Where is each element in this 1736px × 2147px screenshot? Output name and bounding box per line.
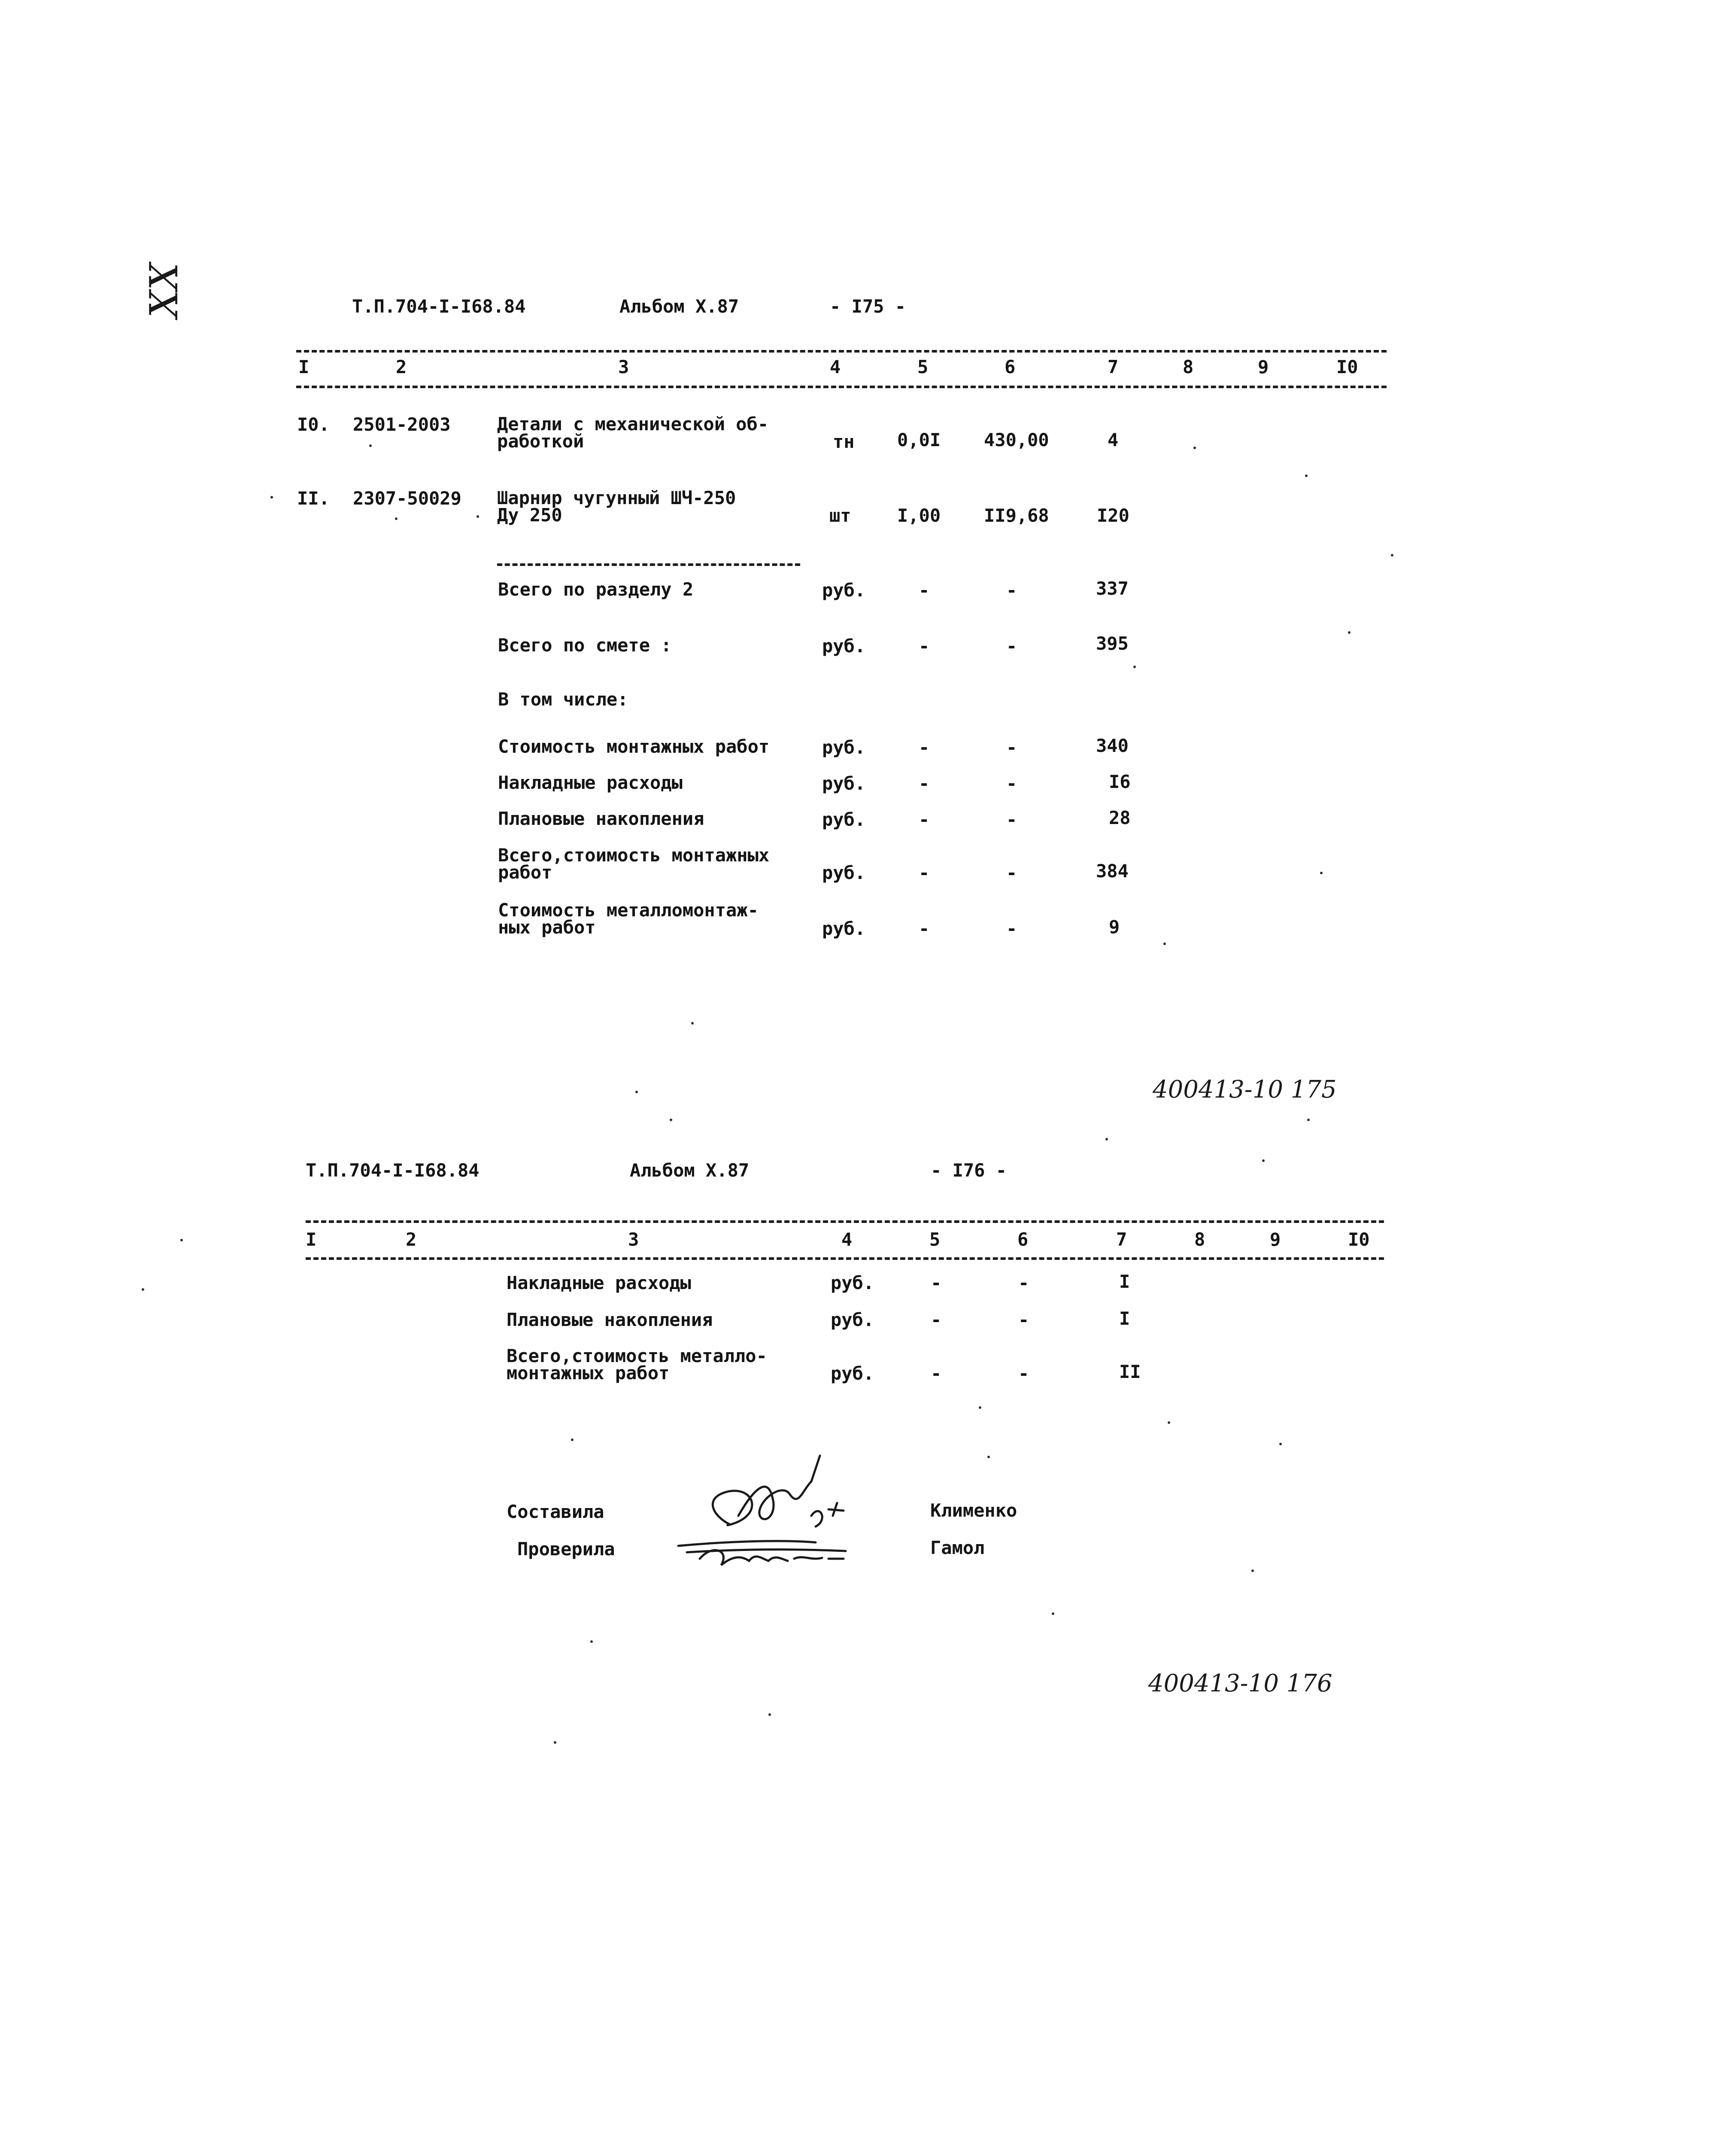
summary-total: II	[1119, 1361, 1141, 1382]
scan-speck	[1348, 631, 1351, 634]
scan-speck	[1279, 1443, 1282, 1445]
scan-speck	[1052, 1612, 1054, 1615]
summary-label: Плановые накопления	[507, 1309, 713, 1330]
table-header-bottom-rule	[296, 386, 1387, 388]
scan-speck	[554, 1741, 556, 1744]
row-quantity: 0,0I	[897, 429, 941, 450]
summary-unit: руб.	[831, 1272, 874, 1293]
scan-speck	[1133, 666, 1136, 668]
scan-speck	[1168, 1421, 1170, 1424]
album-label: Альбом X.87	[619, 296, 739, 317]
summary-unit: руб.	[822, 809, 866, 830]
scan-speck	[1193, 447, 1196, 449]
column-header: 2	[406, 1229, 417, 1250]
table-header-top-rule	[296, 350, 1387, 353]
scan-speck	[691, 1022, 694, 1025]
column-header: 8	[1183, 356, 1194, 377]
checked-by-label: Проверила	[517, 1539, 615, 1560]
summary-label: Плановые накопления	[498, 808, 704, 829]
column-header: 9	[1270, 1229, 1281, 1250]
row-number: I0.	[297, 414, 330, 435]
scan-speck	[1391, 554, 1393, 557]
doc-number: Т.П.704-I-I68.84	[352, 296, 526, 317]
subsection-heading: В том числе:	[498, 689, 628, 710]
page-number: - I75 -	[830, 296, 906, 317]
row-code: 2501-2003	[353, 414, 451, 435]
scan-speck	[142, 1288, 144, 1291]
handwritten-signature	[674, 1451, 863, 1584]
scan-speck	[979, 1406, 981, 1409]
summary-total: I6	[1109, 771, 1131, 792]
summary-total: I	[1119, 1271, 1130, 1292]
row-unit-price: 430,00	[984, 429, 1049, 450]
column-header: 4	[830, 356, 841, 377]
column-header: 7	[1108, 356, 1119, 377]
summary-unit: руб.	[822, 737, 866, 758]
column-header: 3	[628, 1229, 639, 1250]
row-number: II.	[297, 488, 330, 509]
scan-speck	[270, 496, 273, 499]
row-description: Детали с механической об- работкой	[497, 414, 769, 452]
summary-total: 395	[1096, 633, 1129, 654]
summary-unit: руб.	[822, 862, 866, 883]
summary-col6: -	[1018, 1363, 1029, 1384]
row-unit: тн	[833, 431, 855, 452]
summary-unit: руб.	[831, 1309, 874, 1330]
summary-col5: -	[931, 1363, 942, 1384]
column-header: 5	[917, 356, 929, 377]
summary-total: 28	[1109, 807, 1131, 828]
summary-col5: -	[919, 809, 930, 830]
summary-label: Стоимость монтажных работ	[498, 736, 770, 757]
compiled-by-name: Клименко	[930, 1500, 1017, 1521]
scan-speck	[369, 444, 372, 447]
row-unit-price: II9,68	[984, 505, 1049, 526]
row-total: I20	[1097, 505, 1129, 526]
column-header: 6	[1005, 356, 1016, 377]
summary-unit: руб.	[831, 1363, 874, 1384]
summary-unit: руб.	[822, 918, 866, 939]
summary-unit: руб.	[822, 773, 866, 794]
summary-col5: -	[919, 773, 930, 794]
table-header-top-rule	[306, 1220, 1384, 1223]
summary-col6: -	[1018, 1309, 1029, 1330]
archive-stamp: 400413-10 175	[1153, 1076, 1337, 1104]
summary-label: Стоимость металломонтаж- ных работ	[498, 900, 759, 938]
summary-total: 337	[1096, 578, 1129, 599]
summary-col5: -	[931, 1309, 942, 1330]
column-header: I	[306, 1229, 317, 1250]
summary-total: 9	[1109, 916, 1120, 937]
summary-col6: -	[1006, 862, 1017, 883]
scan-speck	[395, 517, 398, 520]
margin-handwritten-mark: ХХ	[142, 262, 187, 318]
summary-label: Всего,стоимость металло- монтажных работ	[507, 1345, 767, 1384]
summary-label: Накладные расходы	[507, 1272, 691, 1293]
scan-speck	[1305, 474, 1308, 477]
album-label: Альбом X.87	[630, 1160, 750, 1181]
scan-speck	[590, 1640, 593, 1643]
summary-col6: -	[1006, 918, 1017, 939]
scan-speck	[476, 515, 479, 518]
scan-speck	[768, 1713, 771, 1716]
summary-total: 340	[1096, 735, 1129, 756]
scan-speck	[1307, 1119, 1310, 1121]
subtotal-rule	[497, 563, 800, 566]
scan-speck	[1251, 1569, 1254, 1572]
summary-label: Накладные расходы	[498, 772, 683, 793]
scan-speck	[1320, 872, 1323, 874]
column-header: 4	[841, 1229, 853, 1250]
checked-by-name: Гамол	[930, 1537, 985, 1558]
summary-label: Всего,стоимость монтажных работ	[498, 845, 770, 883]
summary-col6: -	[1006, 737, 1017, 758]
summary-col5: -	[919, 580, 930, 601]
row-unit: шт	[829, 505, 851, 526]
summary-col6: -	[1006, 580, 1017, 601]
summary-col5: -	[931, 1272, 942, 1293]
summary-col6: -	[1018, 1272, 1029, 1293]
scan-speck	[670, 1119, 672, 1121]
summary-col6: -	[1006, 809, 1017, 830]
scan-speck	[635, 1091, 638, 1093]
archive-stamp: 400413-10 176	[1148, 1670, 1332, 1697]
summary-label: Всего по разделу 2	[498, 579, 694, 600]
summary-label: Всего по смете :	[498, 635, 672, 656]
table-header-bottom-rule	[306, 1257, 1384, 1260]
summary-col6: -	[1006, 636, 1017, 657]
row-total: 4	[1108, 429, 1119, 450]
row-quantity: I,00	[897, 505, 941, 526]
summary-unit: руб.	[822, 636, 866, 657]
row-description: Шарнир чугунный ШЧ-250 Ду 250	[497, 487, 736, 526]
scan-speck	[1105, 1138, 1108, 1140]
summary-unit: руб.	[822, 580, 866, 601]
scan-speck	[571, 1438, 574, 1441]
column-header: 3	[618, 356, 629, 377]
row-code: 2307-50029	[353, 488, 461, 509]
scan-speck	[1262, 1159, 1265, 1162]
column-header: 2	[396, 356, 407, 377]
column-header: 5	[929, 1229, 941, 1250]
summary-col5: -	[919, 636, 930, 657]
column-header: 8	[1194, 1229, 1205, 1250]
summary-col5: -	[919, 918, 930, 939]
page-number: - I76 -	[931, 1160, 1007, 1181]
summary-col6: -	[1006, 773, 1017, 794]
scan-speck	[987, 1456, 990, 1458]
column-header: I0	[1336, 356, 1358, 377]
summary-col5: -	[919, 737, 930, 758]
column-header: 7	[1116, 1229, 1127, 1250]
summary-col5: -	[919, 862, 930, 883]
column-header: I	[298, 356, 310, 377]
column-header: I0	[1348, 1229, 1370, 1250]
doc-number: Т.П.704-I-I68.84	[306, 1160, 480, 1181]
compiled-by-label: Составила	[507, 1501, 604, 1522]
scan-speck	[1163, 943, 1166, 945]
summary-total: I	[1119, 1308, 1130, 1329]
column-header: 6	[1017, 1229, 1029, 1250]
column-header: 9	[1258, 356, 1269, 377]
scan-speck	[180, 1239, 183, 1241]
summary-total: 384	[1096, 861, 1129, 882]
